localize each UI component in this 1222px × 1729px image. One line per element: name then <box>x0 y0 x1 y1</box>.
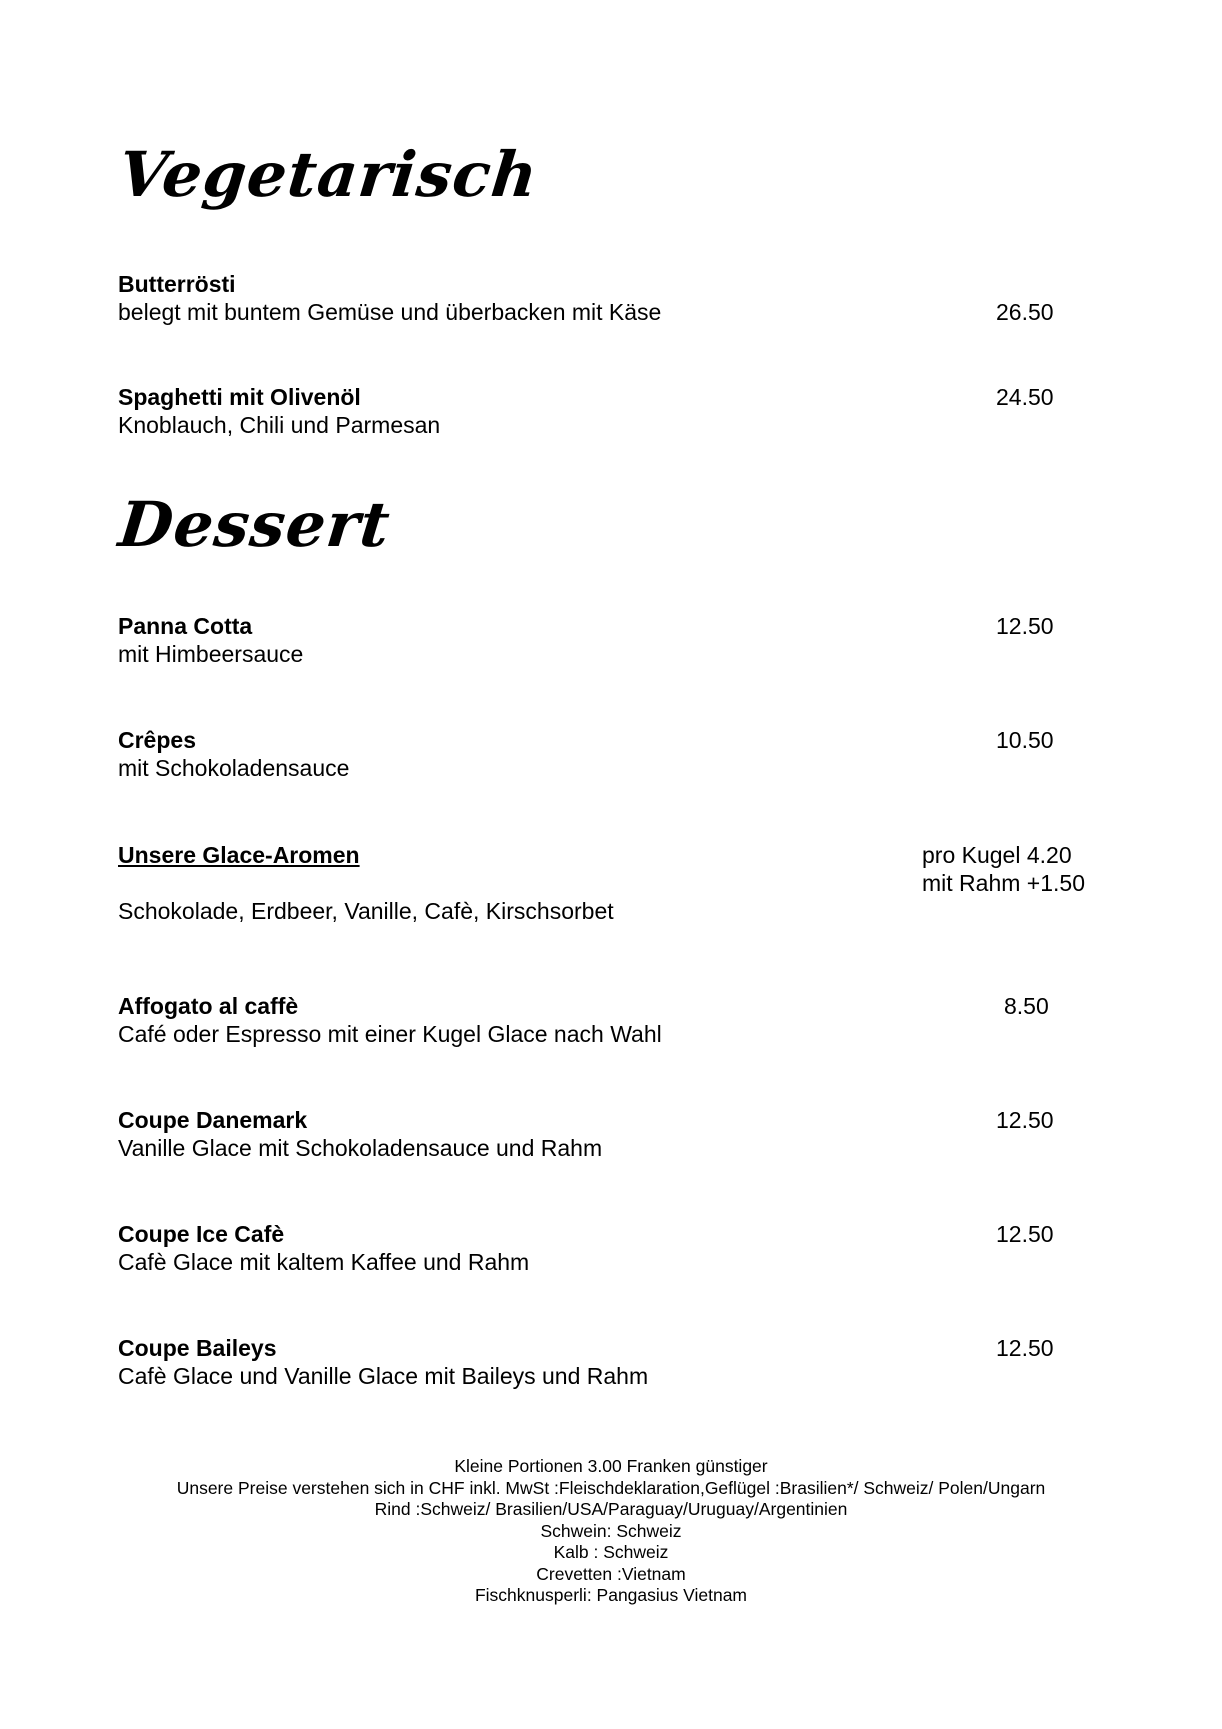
item-description: Cafè Glace und Vanille Glace mit Baileys und Rahm <box>118 1363 649 1389</box>
item-price: 12.50 <box>996 1221 1054 1247</box>
glace-flavors: Schokolade, Erdbeer, Vanille, Cafè, Kirschsorbet <box>118 898 614 924</box>
menu-item-crepes <box>118 726 1098 782</box>
glace-prices <box>922 841 1085 897</box>
item-price: 12.50 <box>996 613 1054 639</box>
menu-item-butterroesti <box>118 270 1098 326</box>
item-name: Affogato al caffè <box>118 993 299 1019</box>
footer-line: Kalb : Schweiz <box>553 1542 669 1562</box>
glace-heading: Unsere Glace-Aromen <box>118 842 360 868</box>
menu-item-spaghetti <box>118 383 1098 439</box>
menu-item-coupe-danemark <box>118 1106 1098 1162</box>
item-name: Panna Cotta <box>118 613 253 639</box>
item-description: mit Schokoladensauce <box>118 755 350 781</box>
footer-line: Crevetten :Vietnam <box>536 1563 686 1584</box>
item-description: belegt mit buntem Gemüse und überbacken mit Käse <box>118 299 662 325</box>
menu-item-affogato <box>118 992 1098 1048</box>
footer-line: Rind :Schweiz/ Brasilien/USA/Paraguay/Uruguay/Argentinien <box>374 1499 848 1519</box>
footer-line: Fischknusperli: Pangasius Vietnam <box>474 1585 748 1605</box>
menu-item-panna-cotta <box>118 612 1098 668</box>
price-with-cream: mit Rahm +1.50 <box>922 870 1085 896</box>
item-description: Café oder Espresso mit einer Kugel Glace nach Wahl <box>118 1021 662 1047</box>
footer-line: Kleine Portionen 3.00 Franken günstiger <box>454 1456 768 1476</box>
item-name: Coupe Baileys <box>118 1335 277 1361</box>
footer-line: Unsere Preise verstehen sich in CHF inkl. MwSt :Fleischdeklaration,Geflügel :Brasilien*/ Schweiz/ Polen/Ungarn <box>176 1477 1046 1498</box>
menu-item-coupe-ice-cafe <box>118 1220 1098 1276</box>
menu-item-coupe-baileys <box>118 1334 1098 1390</box>
item-price: 8.50 <box>1004 993 1049 1019</box>
price-per-scoop: pro Kugel 4.20 <box>922 842 1072 868</box>
item-description: mit Himbeersauce <box>118 641 304 667</box>
item-name: Butterrösti <box>118 271 236 297</box>
item-name: Spaghetti mit Olivenöl <box>118 384 361 410</box>
menu-item-glace-aromen <box>118 841 1098 931</box>
item-price: 10.50 <box>996 727 1054 753</box>
item-description: Vanille Glace mit Schokoladensauce und Rahm <box>118 1135 603 1161</box>
item-price: 26.50 <box>996 299 1054 325</box>
footer-notes <box>0 1456 1222 1607</box>
item-name: Coupe Danemark <box>118 1107 308 1133</box>
item-description: Cafè Glace mit kaltem Kaffee und Rahm <box>118 1249 530 1275</box>
footer-line: Schwein: Schweiz <box>540 1520 682 1541</box>
item-price: 12.50 <box>996 1335 1054 1361</box>
item-price: 12.50 <box>996 1107 1054 1133</box>
item-description: Knoblauch, Chili und Parmesan <box>118 412 441 438</box>
item-name: Crêpes <box>118 727 196 753</box>
section-title-vegetarisch: Vegetarisch <box>115 138 542 211</box>
item-name: Coupe Ice Cafè <box>118 1221 285 1247</box>
section-title-dessert: Dessert <box>115 488 394 561</box>
item-price: 24.50 <box>996 384 1054 410</box>
